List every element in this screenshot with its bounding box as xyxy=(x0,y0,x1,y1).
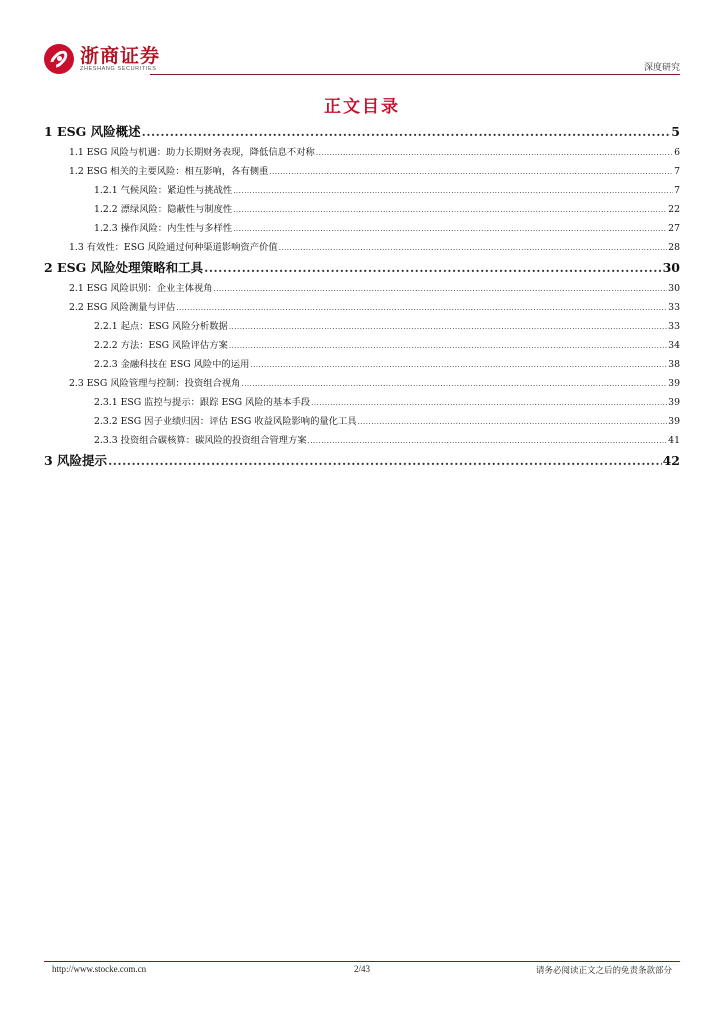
toc-entry-page: 33 xyxy=(668,321,680,332)
toc-leader-dots xyxy=(204,257,661,279)
toc-entry-page: 28 xyxy=(668,242,680,253)
toc-leader-dots xyxy=(308,432,668,451)
footer-disclaimer: 请务必阅读正文之后的免责条款部分 xyxy=(535,966,672,976)
toc-entry-page: 22 xyxy=(668,204,680,215)
toc-entry-page: 6 xyxy=(674,147,680,158)
toc-entry-label: 1.2.1 气候风险：紧迫性与挑战性 xyxy=(94,185,233,196)
toc-entry-page: 5 xyxy=(671,124,680,139)
toc-leader-dots xyxy=(269,163,673,182)
toc-leader-dots xyxy=(176,299,667,318)
toc-entry[interactable] xyxy=(44,279,680,298)
toc-leader-dots xyxy=(358,413,668,432)
toc-entry-label: 2.1 ESG 风险识别：企业主体视角 xyxy=(69,283,213,294)
toc-entry[interactable] xyxy=(44,181,680,200)
toc-entry-page: 7 xyxy=(674,166,680,177)
toc-entry-label: 1.2.3 操作风险：内生性与多样性 xyxy=(94,223,233,234)
toc-entry[interactable] xyxy=(44,162,680,181)
toc-entry-label: 2.2.2 方法：ESG 风险评估方案 xyxy=(94,340,228,351)
toc-entry[interactable] xyxy=(44,412,680,431)
toc-entry-label: 3 风险提示 xyxy=(44,453,108,468)
toc-entry-label: 2.2.1 起点：ESG 风险分析数据 xyxy=(94,321,228,332)
toc-entry-page: 27 xyxy=(668,223,680,234)
logo-en-text: ZHESHANG SECURITIES xyxy=(80,65,157,72)
toc-leader-dots xyxy=(233,220,667,239)
toc-entry[interactable] xyxy=(44,121,680,143)
toc-entry-page: 30 xyxy=(668,283,680,294)
toc-leader-dots xyxy=(229,318,667,337)
toc-entry-label: 1 ESG 风险概述 xyxy=(44,124,141,139)
toc-entry-label: 2.2.3 金融科技在 ESG 风险中的运用 xyxy=(94,359,250,370)
toc-entry-page: 34 xyxy=(668,340,680,351)
header-divider xyxy=(150,74,680,75)
toc-leader-dots xyxy=(142,121,671,143)
toc-leader-dots xyxy=(311,394,667,413)
toc-entry-label: 1.1 ESG 风险与机遇：助力长期财务表现，降低信息不对称 xyxy=(69,147,315,158)
toc-leader-dots xyxy=(214,280,668,299)
toc-entry-page: 39 xyxy=(668,378,680,389)
toc-entry-page: 7 xyxy=(674,185,680,196)
toc-entry[interactable] xyxy=(44,238,680,257)
toc-entry-page: 41 xyxy=(668,435,680,446)
toc-entry[interactable] xyxy=(44,257,680,279)
toc-entry-label: 1.2.2 漂绿风险：隐蔽性与制度性 xyxy=(94,204,233,215)
toc-entry-label: 2.3.2 ESG 因子业绩归因：评估 ESG 收益风险影响的量化工具 xyxy=(94,416,357,427)
toc-entry-page: 39 xyxy=(668,397,680,408)
toc-leader-dots xyxy=(279,239,668,258)
brand-logo xyxy=(44,44,160,74)
toc-leader-dots xyxy=(108,450,662,472)
toc-entry-label: 2.2 ESG 风险测量与评估 xyxy=(69,302,176,313)
toc-entry-label: 2.3.3 投资组合碳核算：碳风险的投资组合管理方案 xyxy=(94,435,307,446)
toc-entry-label: 2 ESG 风险处理策略和工具 xyxy=(44,260,204,275)
toc-leader-dots xyxy=(233,201,667,220)
toc-entry-page: 39 xyxy=(668,416,680,427)
footer-page-number: 2/43 xyxy=(353,964,370,974)
toc-entry-label: 2.3 ESG 风险管理与控制：投资组合视角 xyxy=(69,378,241,389)
toc-entry[interactable] xyxy=(44,374,680,393)
toc-leader-dots xyxy=(241,375,667,394)
toc-entry[interactable] xyxy=(44,393,680,412)
toc-entry-page: 33 xyxy=(668,302,680,313)
toc-entry-label: 1.3 有效性：ESG 风险通过何种渠道影响资产价值 xyxy=(69,242,278,253)
toc-entry[interactable] xyxy=(44,336,680,355)
toc-entry-page: 42 xyxy=(662,453,680,468)
table-of-contents xyxy=(44,121,680,472)
toc-entry[interactable] xyxy=(44,450,680,472)
toc-entry-label: 1.2 ESG 相关的主要风险：相互影响，各有侧重 xyxy=(69,166,269,177)
toc-entry[interactable] xyxy=(44,355,680,374)
toc-leader-dots xyxy=(233,182,673,201)
toc-leader-dots xyxy=(316,144,673,163)
toc-leader-dots xyxy=(229,337,667,356)
toc-leader-dots xyxy=(250,356,667,375)
toc-entry[interactable] xyxy=(44,143,680,162)
toc-entry[interactable] xyxy=(44,431,680,450)
toc-entry[interactable] xyxy=(44,298,680,317)
footer-url[interactable]: http://www.stocke.com.cn xyxy=(52,964,147,974)
page-title: 正文目录 xyxy=(324,97,400,117)
footer-divider xyxy=(44,961,680,962)
toc-entry-page: 38 xyxy=(668,359,680,370)
report-type-label: 深度研究 xyxy=(643,63,680,73)
toc-entry[interactable] xyxy=(44,317,680,336)
toc-entry-label: 2.3.1 ESG 监控与提示：跟踪 ESG 风险的基本手段 xyxy=(94,397,311,408)
toc-entry[interactable] xyxy=(44,219,680,238)
toc-entry[interactable] xyxy=(44,200,680,219)
toc-entry-page: 30 xyxy=(662,260,680,275)
logo-cn-text: 浙商证券 xyxy=(80,44,161,67)
logo-mark-icon xyxy=(44,44,74,74)
